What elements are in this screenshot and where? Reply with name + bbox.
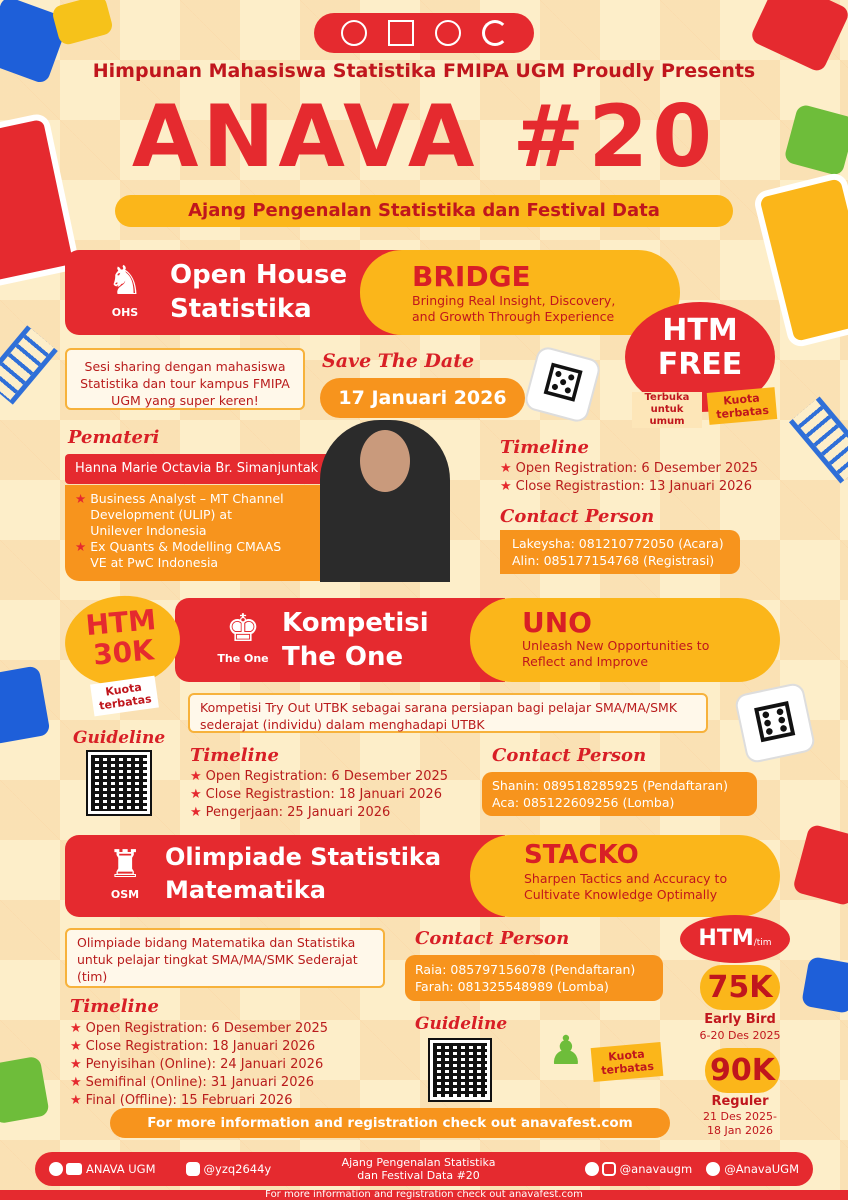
reguler-date-2: 18 Jan 2026 (707, 1124, 773, 1137)
speaker-role-2: Ex Quants & Modelling CMAAS VE at PwC Indonesia (90, 539, 282, 570)
anava-logo-icon (482, 20, 508, 46)
reguler-date-1: 21 Des 2025- (703, 1110, 777, 1123)
ohs-theme: BRIDGE (412, 260, 531, 293)
ladder-decoration (789, 397, 848, 484)
star-icon: ★ (190, 769, 202, 784)
htm-value: 30K (91, 633, 156, 672)
youtube-icon[interactable] (66, 1163, 82, 1175)
chess-rook-icon: ♜ OSM (100, 840, 150, 902)
footer-bar (35, 1152, 813, 1186)
timeline-item: ★ Close Registrastion: 18 Januari 2026 (190, 787, 442, 802)
star-icon: ★ (70, 1021, 82, 1036)
ohs-theme-desc-2: and Growth Through Experience (412, 309, 615, 324)
ugm-logo-icon (341, 20, 367, 46)
timeline-item: ★ Open Registration: 6 Desember 2025 (190, 769, 449, 784)
contact-item: Farah: 081325548989 (Lomba) (415, 979, 609, 994)
timeline-item: ★ Open Registration: 6 Desember 2025 (70, 1021, 329, 1036)
puzzle-piece-decoration (801, 956, 848, 1014)
facebook-icon[interactable] (49, 1162, 63, 1176)
osm-title-2: Matematika (165, 876, 326, 904)
subtitle-banner: Ajang Pengenalan Statistika dan Festival Data (115, 195, 733, 227)
page-title: ANAVA #20 (131, 87, 717, 187)
one-theme-desc-2: Reflect and Improve (522, 654, 649, 669)
speaker-face (360, 430, 410, 492)
presents-line: Himpunan Mahasiswa Statistika FMIPA UGM Proudly Presents (92, 60, 756, 82)
contact-item: Shanin: 089518285925 (Pendaftaran) (492, 778, 728, 793)
chess-king-icon: ♚ The One (212, 604, 274, 666)
quota-badge: Kuota terbatas (90, 676, 159, 717)
one-title-1: Kompetisi (282, 608, 429, 638)
timeline-item: ★ Penyisihan (Online): 24 Januari 2026 (70, 1057, 324, 1072)
htm-label: HTM (662, 313, 738, 348)
contact-item: Lakeysha: 081210772050 (Acara) (512, 536, 724, 551)
osm-contacts (405, 955, 663, 1001)
osm-badge: OSM (110, 888, 140, 901)
ohs-contacts (500, 530, 740, 574)
timeline-item: ★ Close Registrastion: 13 Januari 2026 (500, 479, 752, 494)
star-icon: ★ (190, 805, 202, 820)
htm-label: HTM (698, 926, 754, 951)
timeline-item: ★ Open Registration: 6 Desember 2025 (500, 461, 759, 476)
one-badge: The One (217, 652, 269, 665)
osm-description: Olimpiade bidang Matematika dan Statistika untuk pelajar tingkat SMA/MA/SMK Sederajat (tim) (65, 928, 385, 988)
guideline-qr-code[interactable] (430, 1040, 490, 1100)
osm-theme-desc-2: Cultivate Knowledge Optimally (524, 887, 718, 902)
per-team-label: /tim (753, 938, 772, 948)
star-icon: ★ (70, 1057, 82, 1072)
info-banner[interactable]: For more information and registration check out anavafest.com (110, 1108, 670, 1138)
one-contacts (482, 772, 757, 816)
star-icon: ★ (500, 461, 512, 476)
instagram-icon[interactable] (602, 1162, 616, 1176)
bottom-strip: For more information and registration check out anavafest.com (0, 1190, 848, 1200)
htm-30k-badge (61, 591, 183, 691)
dice-icon: ⚄ (523, 345, 603, 425)
youtube-handle[interactable]: ANAVA UGM (86, 1162, 156, 1176)
ohs-title-1: Open House (170, 260, 348, 290)
price-early: 75K (700, 965, 780, 1010)
event-date: 17 Januari 2026 (320, 378, 525, 418)
star-icon: ★ (70, 1075, 82, 1090)
puzzle-piece-decoration (0, 665, 51, 744)
ohs-badge: OHS (111, 306, 139, 319)
osm-theme: STACKO (524, 840, 639, 870)
star-icon: ★ (70, 1039, 82, 1054)
ladder-decoration (0, 325, 58, 404)
osm-htm-badge (680, 915, 790, 963)
contact-item: Raia: 085797156078 (Pendaftaran) (415, 962, 636, 977)
star-icon: ★ (70, 1093, 82, 1108)
star-icon: ★ (500, 479, 512, 494)
one-timeline (190, 768, 448, 822)
speaker-name: Hanna Marie Octavia Br. Simanjuntak (65, 454, 365, 484)
reguler-label: Reguler (711, 1094, 769, 1109)
ohs-description: Sesi sharing dengan mahasiswa Statistika dan tour kampus FMIPA UGM yang super keren! (65, 348, 305, 410)
contact-item: Alin: 085177154768 (Registrasi) (512, 553, 715, 568)
pawn-icon: ♟ (548, 1028, 584, 1074)
quota-badge: Kuota terbatas (591, 1042, 664, 1082)
x-handle[interactable]: @AnavaUGM (724, 1162, 799, 1176)
price-reguler: 90K (705, 1048, 780, 1093)
one-theme-desc-1: Unleash New Opportunities to (522, 638, 710, 653)
quota-badge: Kuota terbatas (707, 387, 778, 425)
ohs-title-2: Statistika (170, 294, 312, 324)
one-timeline-label: Timeline (190, 745, 279, 766)
guideline-qr-code[interactable] (88, 752, 150, 814)
footer-center: Ajang Pengenalan Statistika dan Festival Data #20 (341, 1156, 496, 1182)
timeline-item: ★ Close Registration: 18 Januari 2026 (70, 1039, 316, 1054)
osm-timeline-label: Timeline (70, 996, 159, 1017)
star-icon: ★ (190, 787, 202, 802)
open-public-label: Terbuka untuk umum (632, 392, 702, 428)
osm-theme-desc-1: Sharpen Tactics and Accuracy to (524, 871, 728, 886)
htm-value: FREE (657, 347, 743, 382)
save-the-date-label: Save The Date (322, 350, 475, 372)
instagram-handle[interactable]: @anavaugm (619, 1162, 693, 1176)
himpunan-logo-icon (435, 20, 461, 46)
puzzle-piece-decoration (792, 823, 848, 906)
speaker-photo (320, 420, 450, 582)
timeline-item: ★ Semifinal (Online): 31 Januari 2026 (70, 1075, 315, 1090)
ohs-timeline-label: Timeline (500, 437, 589, 458)
logo-bar (314, 13, 534, 53)
early-bird-label: Early Bird (704, 1012, 776, 1027)
puzzle-piece-decoration (0, 1056, 50, 1125)
tiktok-icon[interactable] (585, 1162, 599, 1176)
line-icon[interactable] (186, 1162, 200, 1176)
ohs-contact-label: Contact Person (500, 506, 655, 527)
osm-timeline (70, 1020, 328, 1110)
one-contact-label: Contact Person (492, 745, 647, 766)
one-theme: UNO (522, 606, 592, 639)
x-icon[interactable] (706, 1162, 720, 1176)
faculty-logo-icon (388, 20, 414, 46)
timeline-item: ★ Final (Offline): 15 Februari 2026 (70, 1093, 293, 1108)
dice-icon: ⚅ (733, 681, 816, 764)
puzzle-piece-decoration (51, 0, 114, 46)
ohs-timeline (500, 460, 758, 496)
star-icon: ★ (75, 539, 87, 554)
osm-guideline-label: Guideline (415, 1014, 508, 1034)
speaker-role-1: Business Analyst – MT Channel Development (ULIP) at Unilever Indonesia (90, 491, 284, 538)
ohs-theme-desc-1: Bringing Real Insight, Discovery, (412, 293, 616, 308)
one-description: Kompetisi Try Out UTBK sebagai sarana persiapan bagi pelajar SMA/MA/SMK sederajat (individu) dalam menghadapi UTBK (188, 693, 708, 733)
osm-title-1: Olimpiade Statistika (165, 843, 442, 871)
one-title-2: The One (282, 642, 404, 672)
pemateri-label: Pemateri (68, 427, 160, 448)
chess-knight-icon: ♞ OHS (100, 256, 150, 330)
early-bird-date: 6-20 Des 2025 (699, 1029, 781, 1042)
contact-item: Aca: 085122609256 (Lomba) (492, 795, 675, 810)
osm-contact-label: Contact Person (415, 928, 570, 949)
one-guideline-label: Guideline (73, 728, 166, 748)
line-handle[interactable]: @yzq2644y (203, 1162, 272, 1176)
timeline-item: ★ Pengerjaan: 25 Januari 2026 (190, 805, 391, 820)
star-icon: ★ (75, 491, 87, 506)
htm-label: HTM (84, 603, 158, 643)
